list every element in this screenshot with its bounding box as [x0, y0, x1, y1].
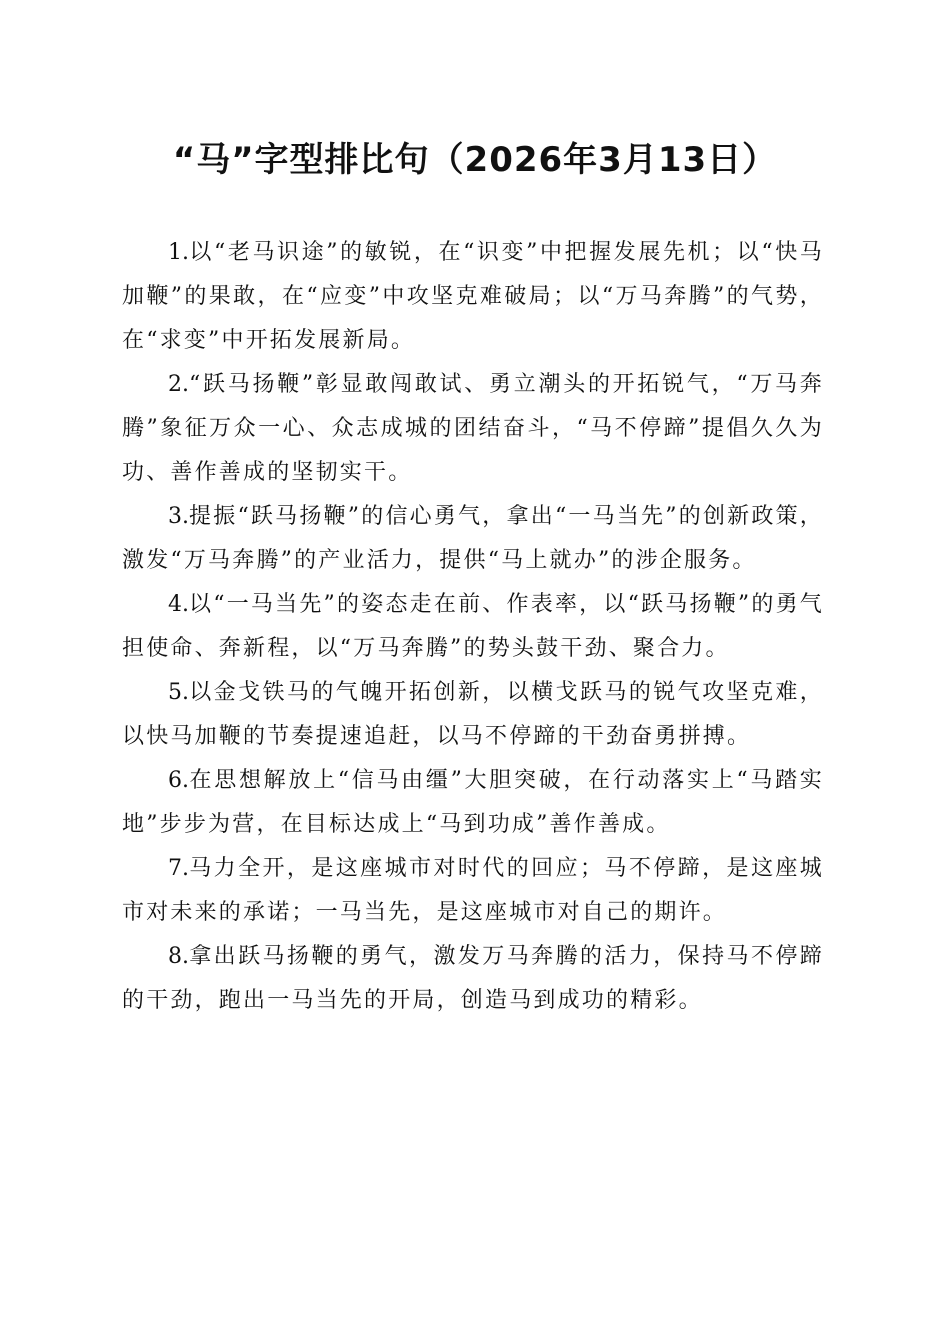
paragraph-number: 4.: [168, 592, 189, 617]
paragraph-2: [122, 363, 824, 495]
paragraph-text: 以金戈铁马的气魄开拓创新，以横戈跃马的锐气攻坚克难，以快马加鞭的节奏提速追赶，以马不停蹄的干劲奋勇拼搏。: [122, 680, 824, 749]
paragraph-6: [122, 759, 824, 847]
paragraph-text: 拿出跃马扬鞭的勇气，激发万马奔腾的活力，保持马不停蹄的干劲，跑出一马当先的开局，创造马到成功的精彩。: [122, 944, 824, 1013]
paragraph-8: [122, 935, 824, 1023]
paragraph-number: 7.: [168, 856, 189, 881]
paragraph-number: 5.: [168, 680, 189, 705]
paragraph-text: “跃马扬鞭”彰显敢闯敢试、勇立潮头的开拓锐气，“万马奔腾”象征万众一心、众志成城的团结奋斗，“马不停蹄”提倡久久为功、善作善成的坚韧实干。: [122, 372, 824, 485]
paragraph-text: 在思想解放上“信马由缰”大胆突破，在行动落实上“马踏实地”步步为营，在目标达成上“马到功成”善作善成。: [122, 768, 824, 837]
paragraph-text: 马力全开，是这座城市对时代的回应；马不停蹄，是这座城市对未来的承诺；一马当先，是这座城市对自己的期许。: [122, 856, 824, 925]
paragraph-number: 1.: [168, 240, 189, 265]
paragraph-3: [122, 495, 824, 583]
document-body: [122, 231, 824, 1023]
paragraph-5: [122, 671, 824, 759]
paragraph-text: 以“老马识途”的敏锐，在“识变”中把握发展先机；以“快马加鞭”的果敢，在“应变”中攻坚克难破局；以“万马奔腾”的气势，在“求变”中开拓发展新局。: [122, 240, 824, 353]
document-title: “马”字型排比句（2026年3月13日）: [172, 140, 778, 180]
paragraph-number: 6.: [168, 768, 189, 793]
paragraph-1: [122, 231, 824, 363]
paragraph-number: 3.: [168, 504, 189, 529]
paragraph-7: [122, 847, 824, 935]
paragraph-number: 8.: [168, 944, 189, 969]
paragraph-text: 提振“跃马扬鞭”的信心勇气，拿出“一马当先”的创新政策，激发“万马奔腾”的产业活力，提供“马上就办”的涉企服务。: [122, 504, 824, 573]
paragraph-4: [122, 583, 824, 671]
paragraph-number: 2.: [168, 372, 189, 397]
paragraph-text: 以“一马当先”的姿态走在前、作表率，以“跃马扬鞭”的勇气担使命、奔新程，以“万马奔腾”的势头鼓干劲、聚合力。: [122, 592, 824, 661]
